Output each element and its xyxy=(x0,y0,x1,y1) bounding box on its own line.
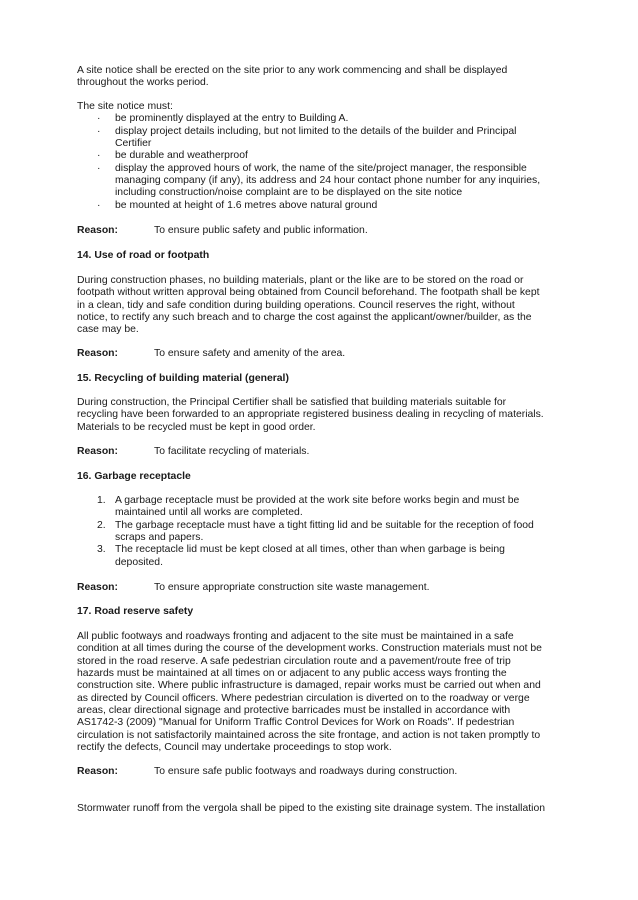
text-line: construction site. Where public infrastructure is damaged, repair works must be carried out when and xyxy=(77,680,541,692)
text-line: display the approved hours of work, the name of the site/project manager, the responsible xyxy=(115,162,527,174)
reason-label: Reason: xyxy=(77,446,118,457)
text-line: Certifier xyxy=(115,138,152,150)
reason-13 xyxy=(77,225,368,237)
reason-15 xyxy=(77,446,309,458)
text-line: areas, clear directional signage and protective barricades must be installed in accordance with xyxy=(77,705,511,717)
text-line: During construction phases, no building materials, plant or the like are to be stored on the road or xyxy=(77,275,524,286)
list-marker: · xyxy=(97,150,101,162)
list-marker: · xyxy=(97,125,101,137)
list-marker: 1. xyxy=(97,495,106,506)
text-line: be mounted at height of 1.6 metres above natural ground xyxy=(115,199,378,211)
reason-text: To ensure safe public footways and roadways during construction. xyxy=(154,766,458,777)
numbered-item xyxy=(77,520,534,545)
text-line: circulation is not satisfactorily maintained across the site frontage, and action is not taken promptly to xyxy=(77,729,541,741)
section-heading-17: 17. Road reserve safety xyxy=(77,606,194,617)
bullet-item xyxy=(77,163,540,200)
intro-paragraph xyxy=(77,65,507,90)
text-line: as directed by Council officers. Where pedestrian circulation is diverted on to the roadway or verge xyxy=(77,692,530,704)
list-marker: · xyxy=(97,199,101,211)
reason-17 xyxy=(77,766,457,778)
text-line: During construction, the Principal Certifier shall be satisfied that building materials suitable for xyxy=(77,397,507,408)
bullet-item xyxy=(77,113,540,125)
reason-label: Reason: xyxy=(77,766,118,777)
bullet-item xyxy=(77,150,540,162)
text-line: maintained until all works are completed. xyxy=(115,507,303,519)
text-line: case may be. xyxy=(77,324,139,336)
stormwater-paragraph: Stormwater runoff from the vergola shall be piped to the existing site drainage system. The installation xyxy=(77,803,546,814)
numbered-item xyxy=(77,495,534,520)
list-marker: · xyxy=(97,113,101,125)
text-line: display project details including, but not limited to the details of the builder and Principal xyxy=(115,125,517,137)
reason-text: To ensure public safety and public information. xyxy=(154,225,368,236)
bullet-item xyxy=(77,200,540,212)
notice-list xyxy=(77,101,540,212)
section-heading-14: 14. Use of road or footpath xyxy=(77,250,210,261)
text-line: stored in the road reserve. A safe pedestrian circulation route and a pavement/route free of trip xyxy=(77,655,511,667)
text-line: The site notice must: xyxy=(77,101,173,112)
section-heading-15: 15. Recycling of building material (general) xyxy=(77,373,289,384)
reason-text: To ensure safety and amenity of the area. xyxy=(154,348,346,359)
list-marker: · xyxy=(97,162,101,174)
text-line: The receptacle lid must be kept closed at all times, other than when garbage is being xyxy=(115,544,505,556)
text-line: AS1742-3 (2009) "Manual for Uniform Traffic Control Devices for Work on Roads". If pedestrian xyxy=(77,717,515,729)
text-line: managing company (if any), its address and 24 hour contact phone number for any inquiries, xyxy=(115,175,541,187)
reason-16 xyxy=(77,582,430,594)
numbered-item xyxy=(77,544,534,569)
text-line: A site notice shall be erected on the site prior to any work commencing and shall be displayed xyxy=(77,65,508,76)
text-line: deposited. xyxy=(115,556,163,568)
section-14-body xyxy=(77,275,540,337)
section-15-body xyxy=(77,397,544,434)
list-marker: 2. xyxy=(97,519,106,531)
text-line: recycling have been forwarded to an appropriate registered business dealing in recycling of materials. xyxy=(77,409,544,421)
section-17-body xyxy=(77,631,542,754)
text-line: footpath without written approval being obtained from Council beforehand. The footpath shall be kept xyxy=(77,287,540,299)
text-line: be durable and weatherproof xyxy=(115,150,248,162)
bullet-item xyxy=(77,126,540,151)
text-line: Materials to be recycled must be kept in good order. xyxy=(77,421,316,433)
text-line: throughout the works period. xyxy=(77,77,209,89)
text-line: scraps and papers. xyxy=(115,532,204,544)
reason-text: To ensure appropriate construction site waste management. xyxy=(154,582,430,593)
text-line: A garbage receptacle must be provided at the work site before works begin and must be xyxy=(115,495,520,506)
reason-label: Reason: xyxy=(77,348,118,359)
reason-label: Reason: xyxy=(77,582,118,593)
text-line: condition at all times during the course of the development works. Construction materials must not be xyxy=(77,643,542,655)
text-line: notice, to rectify any such breach and to charge the cost against the applicant/owner/builder, as the xyxy=(77,312,532,324)
text-line: hazards must be maintained at all times on or adjacent to any public access ways fronting the xyxy=(77,668,507,680)
text-line: in a clean, tidy and safe condition during building operations. Council reserves the right, without xyxy=(77,299,515,311)
list-marker: 3. xyxy=(97,544,106,556)
section-16-list xyxy=(77,495,534,569)
text-line: The garbage receptacle must have a tight fitting lid and be suitable for the reception of food xyxy=(115,519,534,531)
text-line: including construction/noise complaint are to be displayed on the site notice xyxy=(115,187,463,199)
text-line: rectify the defects, Council may undertake proceedings to stop work. xyxy=(77,742,392,754)
section-heading-16: 16. Garbage receptacle xyxy=(77,471,191,482)
reason-14 xyxy=(77,348,345,360)
text-line: All public footways and roadways fronting and adjacent to the site must be maintained in a safe xyxy=(77,631,514,642)
text-line: be prominently displayed at the entry to Building A. xyxy=(115,113,349,125)
reason-label: Reason: xyxy=(77,225,118,236)
reason-text: To facilitate recycling of materials. xyxy=(154,446,310,457)
